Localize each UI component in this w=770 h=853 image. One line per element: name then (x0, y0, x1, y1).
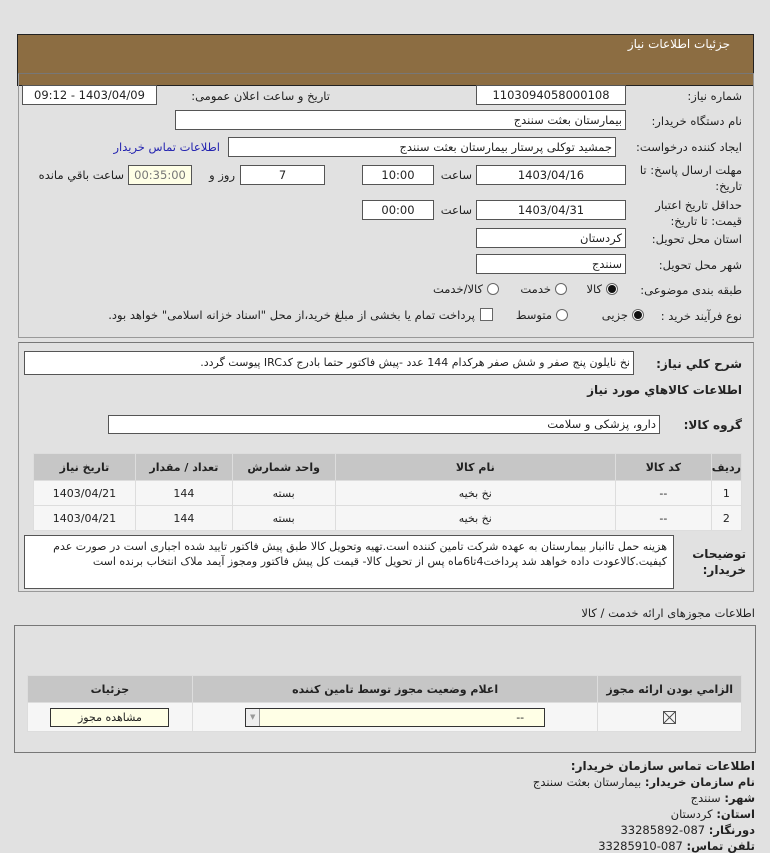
contact-fax (620, 823, 755, 837)
license-table-header (28, 676, 742, 703)
payment-checkbox[interactable] (480, 308, 493, 321)
category-label: طبقه بندی موضوعی: (640, 283, 742, 297)
city-label: شهر محل تحویل: (658, 258, 742, 272)
validity-time-label: ساعت (440, 203, 472, 217)
cell: نخ بخیه (335, 506, 615, 531)
col-date: تاریخ نیاز (34, 454, 136, 481)
remaining-time-field: 00:35:00 (128, 165, 192, 185)
process-minor-label: جزیی (601, 308, 628, 322)
deadline-date-field: 1403/04/16 (476, 165, 626, 185)
chevron-down-icon[interactable]: ▼ (246, 709, 260, 726)
checkbox-x-icon (663, 711, 676, 724)
cell: -- (615, 506, 711, 531)
category-radio-both[interactable] (487, 283, 499, 295)
category-both-label: کالا/خدمت (432, 282, 483, 296)
province-label: استان محل تحویل: (651, 232, 742, 246)
table-row (34, 506, 742, 531)
need-number-field: 1103094058000108 (476, 85, 626, 105)
col-name: نام کالا (335, 454, 615, 481)
category-radio-goods[interactable] (606, 283, 618, 295)
col-license-required: الزامي بودن ارائه مجوز (598, 676, 742, 703)
table-row (34, 481, 742, 506)
goods-table (33, 453, 742, 531)
cell: 2 (711, 506, 741, 531)
days-field: 7 (240, 165, 325, 185)
contact-phone-label: تلفن تماس: (686, 839, 755, 853)
description-field: نخ نایلون پنج صفر و شش صفر هرکدام 144 عدد -پیش فاکتور حتما بادرج کدIRC پیوست گردد. (24, 351, 634, 375)
remaining-label: ساعت باقي مانده (38, 168, 124, 182)
col-unit: واحد شمارش (232, 454, 335, 481)
table-row (28, 703, 742, 732)
cell: 1 (711, 481, 741, 506)
category-radio-service[interactable] (555, 283, 567, 295)
goods-section-title: اطلاعات کالاهاي مورد نياز (587, 383, 742, 397)
deadline-time-field: 10:00 (362, 165, 434, 185)
buyer-field: بیمارستان بعثت سنندج (175, 110, 626, 130)
process-label: نوع فرآیند خرید : (660, 309, 742, 323)
cell: 144 (135, 481, 232, 506)
creator-field: جمشید توکلی پرستار بیمارستان بعثت سنندج (228, 137, 616, 157)
contact-city-value: سنندج (690, 791, 721, 805)
contact-title: اطلاعات تماس سازمان خریدار: (570, 759, 755, 773)
contact-province-value: کردستان (670, 807, 713, 821)
license-required-cell (598, 703, 742, 732)
cell: نخ بخیه (335, 481, 615, 506)
category-goods-label: کالا (586, 282, 602, 296)
cell: بسته (232, 481, 335, 506)
cell: 1403/04/21 (34, 481, 136, 506)
license-status-select[interactable] (245, 708, 545, 727)
days-label: روز و (209, 168, 235, 182)
contact-city (691, 791, 755, 805)
validity-time-field: 00:00 (362, 200, 434, 220)
license-status-cell (192, 703, 598, 732)
payment-note: پرداخت تمام یا بخشی از مبلغ خرید،از محل "اسناد خزانه اسلامی" خواهد بود. (108, 308, 475, 322)
col-qty: تعداد / مقدار (135, 454, 232, 481)
cell: 144 (135, 506, 232, 531)
license-table (27, 675, 742, 732)
process-radio-medium[interactable] (556, 309, 568, 321)
process-radio-minor[interactable] (632, 309, 644, 321)
contact-city-label: شهر: (724, 791, 755, 805)
city-field: سنندج (476, 254, 626, 274)
col-code: کد کالا (615, 454, 711, 481)
contact-province (671, 807, 755, 821)
view-license-button[interactable]: مشاهده مجوز (50, 708, 169, 727)
goods-table-header (34, 454, 742, 481)
license-details-cell (28, 703, 193, 732)
col-license-status: اعلام وضعيت مجوز توسط تامين کننده (192, 676, 598, 703)
goods-group-field: دارو، پزشکی و سلامت (108, 415, 660, 434)
buyer-label: نام دستگاه خریدار: (651, 114, 742, 128)
contact-fax-value: 087-33285892 (620, 823, 706, 837)
cell: -- (615, 481, 711, 506)
deadline-time-label: ساعت (440, 168, 472, 182)
notes-field: هزینه حمل تاانبار بیمارستان به عهده شرکت تامین کننده است.تهیه وتحویل کالا طبق پیش فاکتور تایید شده اجباری است در صورت عدم کیفیت.کالاعودت داده خواهد شد پرداخت4تا6ماه پس از تحویل کالا- قیمت کل پیش فاکتور ومجوز آیمد ملاک انتخاب برنده است (24, 535, 674, 589)
description-label: شرح کلي نياز: (656, 357, 742, 371)
notes-label: توضیحات خریدار: (692, 547, 746, 577)
col-license-details: جزئيات (28, 676, 193, 703)
deadline-label: مهلت ارسال پاسخ: تا تاریخ: (639, 163, 742, 193)
cell: بسته (232, 506, 335, 531)
license-status-value: -- (516, 710, 525, 724)
buyer-contact-link[interactable]: اطلاعات تماس خریدار (113, 140, 220, 154)
contact-phone-value: 087-33285910 (598, 839, 683, 853)
announce-field: 1403/04/09 - 09:12 (22, 85, 157, 105)
creator-label: ایجاد کننده درخواست: (636, 140, 742, 154)
contact-fax-label: دورنگار: (708, 823, 755, 837)
cell: 1403/04/21 (34, 506, 136, 531)
announce-label: تاریخ و ساعت اعلان عمومی: (191, 89, 330, 103)
need-number-label: شماره نیاز: (687, 89, 742, 103)
contact-phone (598, 839, 755, 853)
goods-group-label: گروه کالا: (683, 418, 742, 432)
license-section-title: اطلاعات مجوزهای ارائه خدمت / کالا (581, 606, 755, 620)
category-service-label: خدمت (520, 282, 551, 296)
col-row: ردیف (711, 454, 741, 481)
validity-date-field: 1403/04/31 (476, 200, 626, 220)
process-medium-label: متوسط (515, 308, 552, 322)
contact-org-label: نام سازمان خریدار: (644, 775, 755, 789)
province-field: کردستان (476, 228, 626, 248)
contact-org (533, 775, 755, 789)
validity-label: حداقل تاریخ اعتبار قیمت: تا تاریخ: (655, 198, 742, 228)
contact-org-value: بیمارستان بعثت سنندج (532, 775, 642, 789)
contact-province-label: استان: (716, 807, 755, 821)
page-title: جزئیات اطلاعات نیاز (627, 37, 730, 51)
